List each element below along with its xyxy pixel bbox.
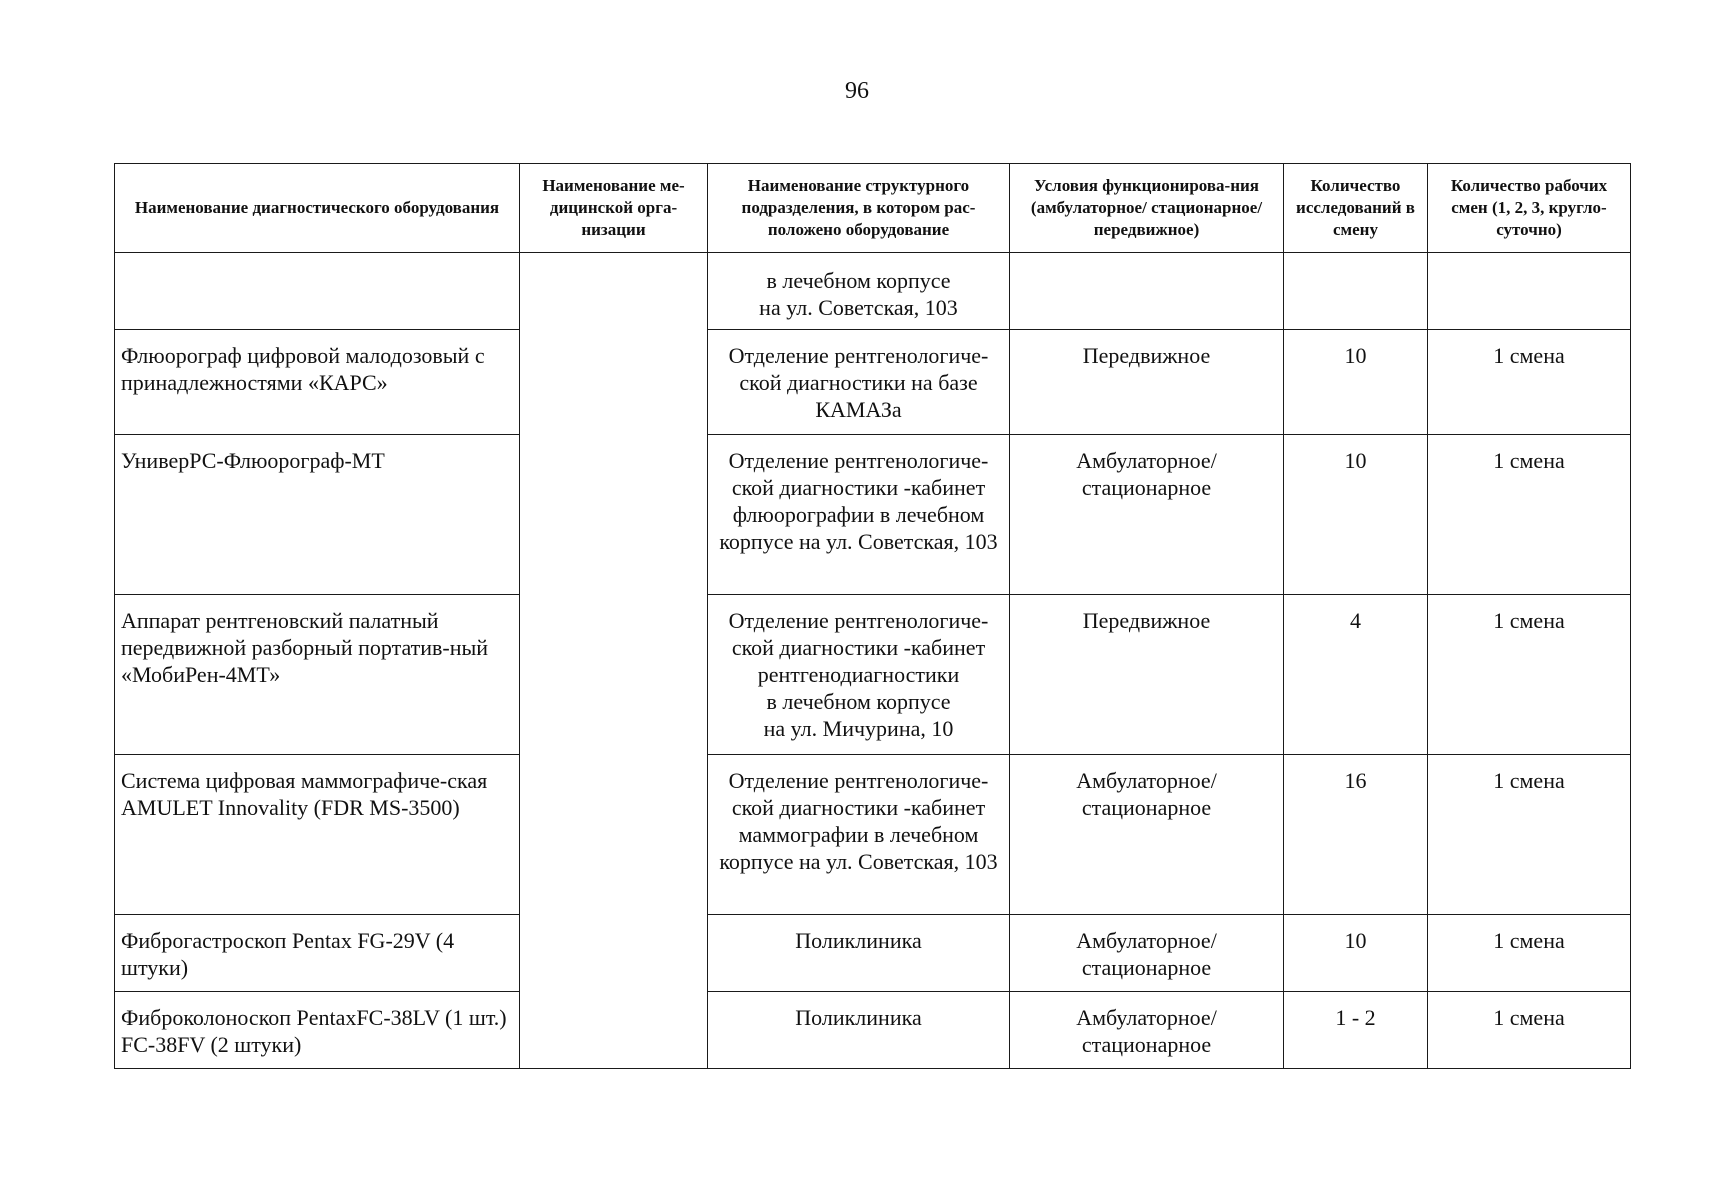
equipment-cell bbox=[115, 915, 520, 992]
equipment-name: Фиброгастроскоп Pentax FG-29V (4 штуки) bbox=[121, 928, 455, 980]
conditions-value: Передвижное bbox=[1082, 608, 1211, 633]
shifts-cell bbox=[1428, 435, 1631, 595]
unit-cell bbox=[708, 253, 1010, 330]
conditions-cell bbox=[1010, 992, 1284, 1069]
table-row bbox=[115, 330, 1631, 435]
unit-name: в лечебном корпусе на ул. Советская, 103 bbox=[759, 268, 958, 320]
equipment-cell bbox=[115, 330, 520, 435]
shifts-value: 1 смена bbox=[1493, 343, 1565, 368]
unit-cell bbox=[708, 330, 1010, 435]
unit-cell bbox=[708, 755, 1010, 915]
equipment-table bbox=[114, 163, 1631, 1069]
conditions-cell bbox=[1010, 595, 1284, 755]
shifts-cell bbox=[1428, 915, 1631, 992]
shifts-value: 1 смена bbox=[1493, 448, 1565, 473]
unit-name: Отделение рентгенологиче-ской диагностики -кабинет маммографии в лечебном корпусе на ул. Советская, 103 bbox=[719, 768, 998, 874]
shifts-cell bbox=[1428, 992, 1631, 1069]
table-row bbox=[115, 755, 1631, 915]
table-row bbox=[115, 435, 1631, 595]
unit-name: Поликлиника bbox=[795, 928, 922, 953]
shifts-value: 1 смена bbox=[1493, 1005, 1565, 1030]
table-row bbox=[115, 253, 1631, 330]
header-shifts: Количество рабочих смен (1, 2, 3, кругло-суточно) bbox=[1428, 164, 1631, 253]
studies-value: 1 - 2 bbox=[1335, 1005, 1376, 1030]
studies-cell bbox=[1284, 755, 1428, 915]
table-row bbox=[115, 915, 1631, 992]
table-row bbox=[115, 992, 1631, 1069]
organization-cell-merged bbox=[520, 253, 708, 1069]
shifts-cell bbox=[1428, 755, 1631, 915]
conditions-cell bbox=[1010, 915, 1284, 992]
conditions-cell bbox=[1010, 435, 1284, 595]
equipment-cell bbox=[115, 755, 520, 915]
studies-value: 4 bbox=[1350, 608, 1361, 633]
unit-cell bbox=[708, 992, 1010, 1069]
shifts-value: 1 смена bbox=[1493, 608, 1565, 633]
equipment-name: Фиброколоноскоп PentaxFC-38LV (1 шт.) FC-38FV (2 штуки) bbox=[121, 1005, 507, 1057]
studies-value: 10 bbox=[1344, 928, 1367, 953]
studies-value: 10 bbox=[1344, 448, 1367, 473]
conditions-value: Передвижное bbox=[1082, 343, 1211, 368]
shifts-value: 1 смена bbox=[1493, 928, 1565, 953]
equipment-cell bbox=[115, 253, 520, 330]
equipment-cell bbox=[115, 435, 520, 595]
conditions-value: Амбулаторное/ стационарное bbox=[1076, 448, 1217, 500]
table-header-row bbox=[115, 164, 1631, 253]
equipment-name: Система цифровая маммографиче-ская AMULET Innovality (FDR MS-3500) bbox=[121, 768, 488, 820]
equipment-name: Аппарат рентгеновский палатный передвижной разборный портатив-ный «МобиРен-4МТ» bbox=[121, 608, 489, 687]
unit-cell bbox=[708, 915, 1010, 992]
studies-value: 10 bbox=[1344, 343, 1367, 368]
shifts-value: 1 смена bbox=[1493, 768, 1565, 793]
equipment-cell bbox=[115, 992, 520, 1069]
header-conditions: Условия функционирова-ния (амбулаторное/ стационарное/передвижное) bbox=[1010, 164, 1284, 253]
conditions-value: Амбулаторное/ стационарное bbox=[1076, 1005, 1217, 1057]
conditions-value: Амбулаторное/ стационарное bbox=[1076, 928, 1217, 980]
shifts-cell bbox=[1428, 595, 1631, 755]
studies-cell bbox=[1284, 253, 1428, 330]
unit-name: Отделение рентгенологиче-ской диагностики на базе КАМАЗа bbox=[728, 343, 989, 422]
studies-cell bbox=[1284, 915, 1428, 992]
header-studies: Количество исследований в смену bbox=[1284, 164, 1428, 253]
shifts-cell bbox=[1428, 330, 1631, 435]
unit-name: Отделение рентгенологиче-ской диагностики -кабинет рентгенодиагностики в лечебном корпусе на ул. Мичурина, 10 bbox=[728, 608, 989, 741]
studies-cell bbox=[1284, 992, 1428, 1069]
equipment-cell bbox=[115, 595, 520, 755]
conditions-cell bbox=[1010, 253, 1284, 330]
equipment-name: Флюорограф цифровой малодозовый с принадлежностями «КАРС» bbox=[121, 343, 485, 395]
studies-value: 16 bbox=[1344, 768, 1367, 793]
unit-name: Поликлиника bbox=[795, 1005, 922, 1030]
conditions-value: Амбулаторное/ стационарное bbox=[1076, 768, 1217, 820]
header-organization: Наименование ме-дицинской орга-низации bbox=[520, 164, 708, 253]
unit-cell bbox=[708, 595, 1010, 755]
studies-cell bbox=[1284, 330, 1428, 435]
table-row bbox=[115, 595, 1631, 755]
studies-cell bbox=[1284, 595, 1428, 755]
unit-name: Отделение рентгенологиче-ской диагностики -кабинет флюорографии в лечебном корпусе на ул. Советская, 103 bbox=[719, 448, 998, 554]
shifts-cell bbox=[1428, 253, 1631, 330]
equipment-name: УниверРС-Флюорограф-МТ bbox=[121, 448, 385, 473]
page-number: 96 bbox=[845, 78, 869, 104]
conditions-cell bbox=[1010, 755, 1284, 915]
header-equipment: Наименование диагностического оборудования bbox=[115, 164, 520, 253]
studies-cell bbox=[1284, 435, 1428, 595]
header-unit: Наименование структурного подразделения, в котором рас-положено оборудование bbox=[708, 164, 1010, 253]
unit-cell bbox=[708, 435, 1010, 595]
conditions-cell bbox=[1010, 330, 1284, 435]
